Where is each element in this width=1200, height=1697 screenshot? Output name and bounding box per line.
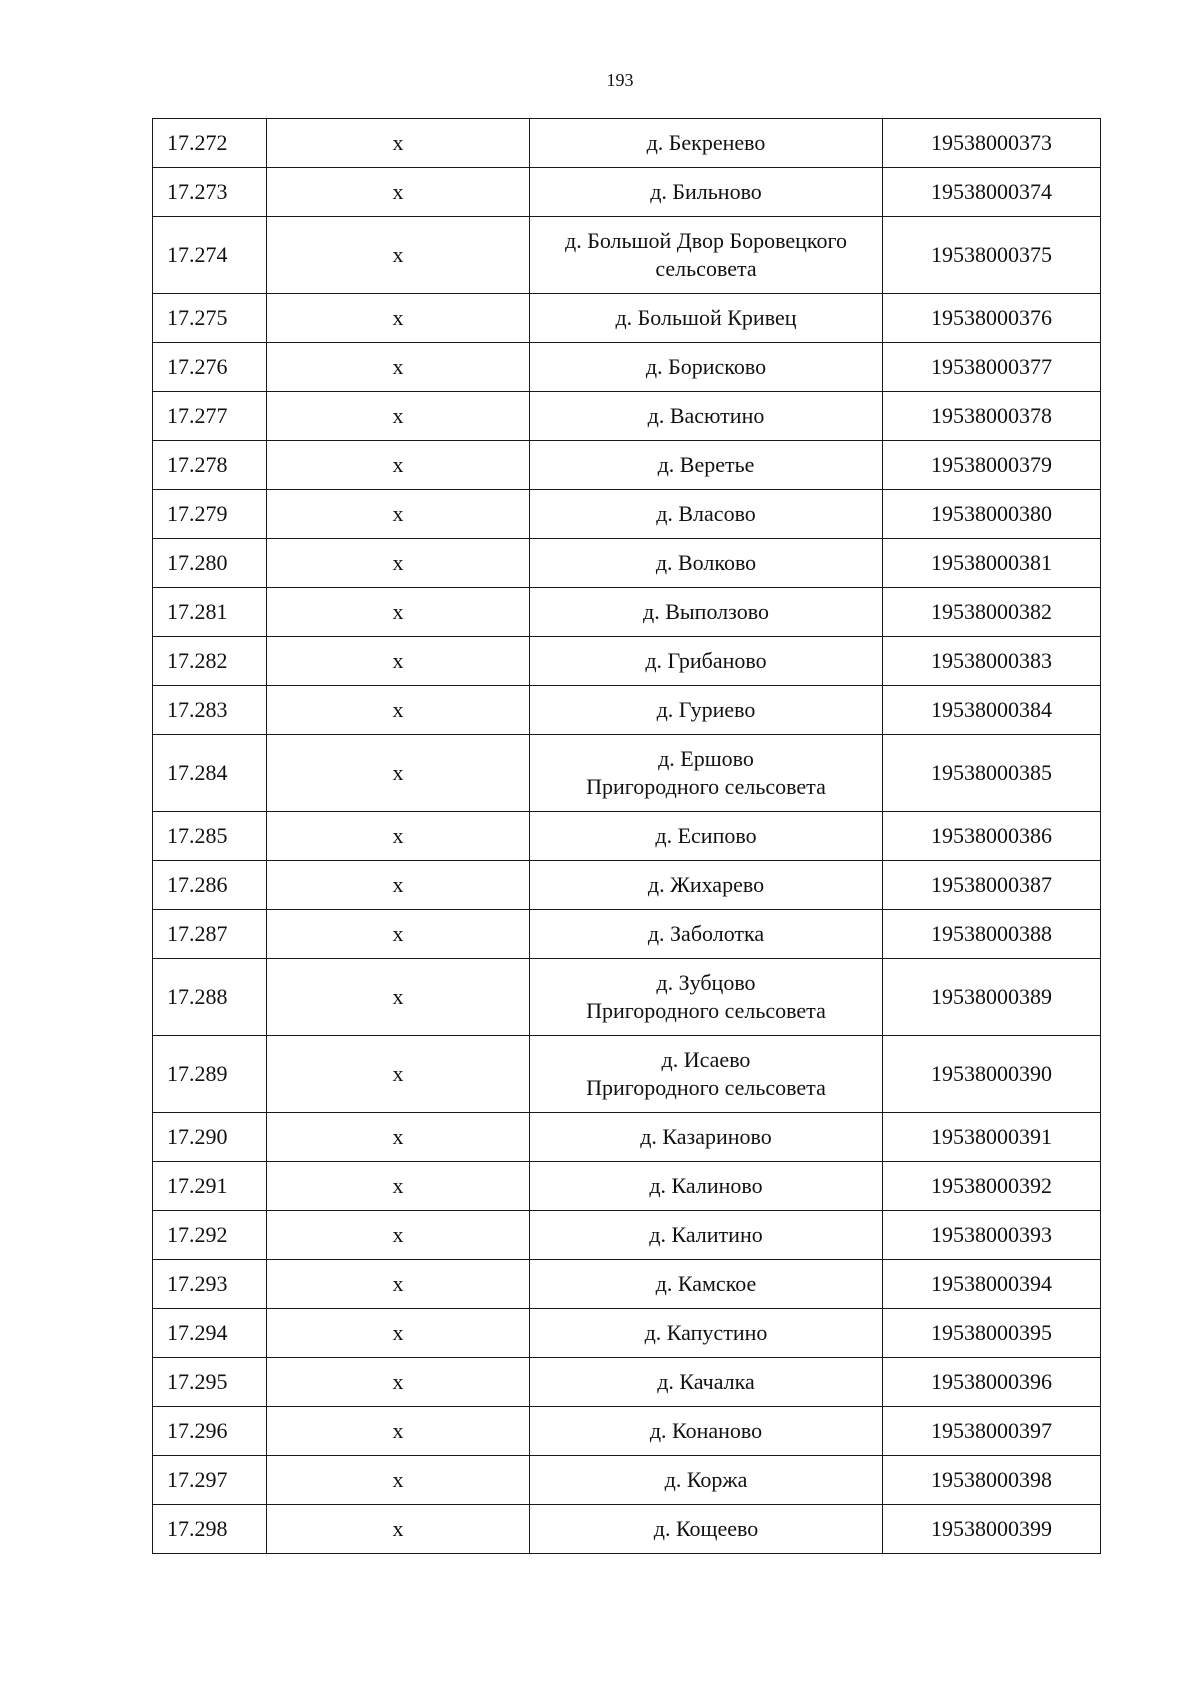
settlement-name-cell [530,1036,883,1113]
mark-cell: х [267,392,530,441]
table-row [153,1036,1101,1113]
settlement-name-cell [530,588,883,637]
settlement-name-cell [530,959,883,1036]
settlement-name-cell [530,686,883,735]
settlement-name-cell [530,217,883,294]
table-row [153,168,1101,217]
settlement-name-line: Пригородного сельсовета [586,1075,826,1100]
row-number-cell: 17.274 [153,217,267,294]
table-row [153,490,1101,539]
row-number-cell: 17.286 [153,861,267,910]
settlement-name-line: д. Заболотка [647,921,765,946]
settlement-name-cell [530,1260,883,1309]
settlement-name-line: д. Камское [655,1271,757,1296]
oktmo-code-cell: 19538000377 [883,343,1101,392]
mark-cell: х [267,1309,530,1358]
mark-cell: х [267,441,530,490]
row-number-cell: 17.296 [153,1407,267,1456]
mark-cell: х [267,910,530,959]
row-number-cell: 17.283 [153,686,267,735]
oktmo-code-cell: 19538000381 [883,539,1101,588]
mark-cell: х [267,539,530,588]
table-row [153,686,1101,735]
table-row [153,1211,1101,1260]
mark-cell: х [267,168,530,217]
oktmo-code-cell: 19538000373 [883,119,1101,168]
row-number-cell: 17.288 [153,959,267,1036]
table-row [153,637,1101,686]
oktmo-code-cell: 19538000394 [883,1260,1101,1309]
row-number-cell: 17.297 [153,1456,267,1505]
settlement-name-line: д. Большой Кривец [615,305,797,330]
oktmo-code-cell: 19538000382 [883,588,1101,637]
row-number-cell: 17.292 [153,1211,267,1260]
oktmo-code-cell: 19538000379 [883,441,1101,490]
settlement-name-line: д. Калитино [649,1222,763,1247]
settlement-name-cell [530,637,883,686]
oktmo-code-cell: 19538000395 [883,1309,1101,1358]
table-row [153,1162,1101,1211]
mark-cell: х [267,588,530,637]
row-number-cell: 17.291 [153,1162,267,1211]
oktmo-code-cell: 19538000380 [883,490,1101,539]
oktmo-code-cell: 19538000386 [883,812,1101,861]
row-number-cell: 17.280 [153,539,267,588]
settlement-name-cell [530,1407,883,1456]
table-row [153,1358,1101,1407]
settlement-name-cell [530,1505,883,1554]
settlement-name-cell [530,861,883,910]
mark-cell: х [267,637,530,686]
settlement-name-line: д. Капустино [644,1320,768,1345]
settlement-name-line: д. Веретье [657,452,755,477]
table-row [153,910,1101,959]
settlement-name-cell [530,1309,883,1358]
settlement-name-cell [530,343,883,392]
table-row [153,119,1101,168]
settlement-name-line: д. Коржа [664,1467,748,1492]
row-number-cell: 17.294 [153,1309,267,1358]
settlement-name-line: д. Грибаново [645,648,767,673]
oktmo-code-cell: 19538000384 [883,686,1101,735]
table-row [153,1407,1101,1456]
table-row [153,441,1101,490]
settlement-name-cell [530,441,883,490]
row-number-cell: 17.272 [153,119,267,168]
table-row [153,392,1101,441]
settlement-name-line: д. Бекренево [646,130,766,155]
oktmo-code-cell: 19538000396 [883,1358,1101,1407]
mark-cell: х [267,490,530,539]
mark-cell: х [267,1456,530,1505]
settlement-name-line: д. Борисково [645,354,767,379]
mark-cell: х [267,294,530,343]
settlement-name-line: д. Казариново [640,1124,772,1149]
row-number-cell: 17.295 [153,1358,267,1407]
settlement-name-line: д. Большой Двор Боровецкого [565,228,847,253]
mark-cell: х [267,1407,530,1456]
mark-cell: х [267,1162,530,1211]
oktmo-code-cell: 19538000389 [883,959,1101,1036]
settlement-name-cell [530,1211,883,1260]
oktmo-code-cell: 19538000392 [883,1162,1101,1211]
settlement-name-cell [530,539,883,588]
table-row [153,217,1101,294]
settlement-name-cell [530,1113,883,1162]
mark-cell: х [267,343,530,392]
table-row [153,1113,1101,1162]
oktmo-code-cell: 19538000383 [883,637,1101,686]
settlement-name-cell [530,294,883,343]
settlement-name-cell [530,1456,883,1505]
table-row [153,861,1101,910]
row-number-cell: 17.290 [153,1113,267,1162]
settlement-name-line: д. Выползово [643,599,769,624]
table-row [153,343,1101,392]
mark-cell: х [267,217,530,294]
table-row [153,1456,1101,1505]
table-row [153,959,1101,1036]
settlement-name-line: сельсовета [655,256,757,281]
row-number-cell: 17.278 [153,441,267,490]
settlement-name-line: д. Власово [656,501,756,526]
row-number-cell: 17.273 [153,168,267,217]
oktmo-code-cell: 19538000375 [883,217,1101,294]
settlement-name-line: Пригородного сельсовета [586,998,826,1023]
oktmo-code-cell: 19538000393 [883,1211,1101,1260]
oktmo-code-cell: 19538000376 [883,294,1101,343]
settlement-name-line: д. Гуриево [656,697,756,722]
mark-cell: х [267,735,530,812]
row-number-cell: 17.282 [153,637,267,686]
settlement-name-line: д. Конаново [649,1418,763,1443]
row-number-cell: 17.289 [153,1036,267,1113]
settlement-name-cell [530,812,883,861]
oktmo-code-cell: 19538000391 [883,1113,1101,1162]
row-number-cell: 17.277 [153,392,267,441]
table-row [153,1309,1101,1358]
table-row [153,1505,1101,1554]
oktmo-code-cell: 19538000397 [883,1407,1101,1456]
mark-cell: х [267,861,530,910]
oktmo-code-cell: 19538000378 [883,392,1101,441]
settlement-name-cell [530,735,883,812]
row-number-cell: 17.275 [153,294,267,343]
table-row [153,812,1101,861]
oktmo-code-cell: 19538000388 [883,910,1101,959]
row-number-cell: 17.293 [153,1260,267,1309]
row-number-cell: 17.284 [153,735,267,812]
row-number-cell: 17.287 [153,910,267,959]
mark-cell: х [267,686,530,735]
oktmo-code-cell: 19538000398 [883,1456,1101,1505]
settlement-name-cell [530,1358,883,1407]
mark-cell: х [267,959,530,1036]
settlement-name-line: д. Исаево [661,1047,751,1072]
table-row [153,588,1101,637]
settlement-name-cell [530,1162,883,1211]
mark-cell: х [267,1113,530,1162]
settlement-name-line: д. Жихарево [647,872,765,897]
settlement-name-cell [530,910,883,959]
oktmo-code-cell: 19538000374 [883,168,1101,217]
row-number-cell: 17.281 [153,588,267,637]
row-number-cell: 17.279 [153,490,267,539]
settlement-name-cell [530,168,883,217]
oktmo-code-cell: 19538000387 [883,861,1101,910]
settlement-name-line: д. Васютино [647,403,765,428]
settlement-name-line: д. Ершово [658,746,754,771]
table-row [153,294,1101,343]
settlement-name-line: д. Волково [655,550,757,575]
row-number-cell: 17.285 [153,812,267,861]
settlement-name-line: д. Калиново [649,1173,763,1198]
table-row [153,539,1101,588]
settlement-name-cell [530,392,883,441]
mark-cell: х [267,1036,530,1113]
settlement-name-cell [530,119,883,168]
settlements-table [152,118,1101,1554]
oktmo-code-cell: 19538000385 [883,735,1101,812]
row-number-cell: 17.276 [153,343,267,392]
settlement-name-line: д. Кощеево [653,1516,759,1541]
mark-cell: х [267,1211,530,1260]
table-row [153,735,1101,812]
mark-cell: х [267,1505,530,1554]
settlement-name-line: Пригородного сельсовета [586,774,826,799]
oktmo-code-cell: 19538000390 [883,1036,1101,1113]
settlement-name-line: д. Бильново [650,179,762,204]
row-number-cell: 17.298 [153,1505,267,1554]
mark-cell: х [267,119,530,168]
table-row [153,1260,1101,1309]
mark-cell: х [267,1260,530,1309]
settlement-name-cell [530,490,883,539]
oktmo-code-cell: 19538000399 [883,1505,1101,1554]
settlement-name-line: д. Есипово [655,823,757,848]
table-body [153,119,1101,1554]
mark-cell: х [267,812,530,861]
settlement-name-line: д. Качалка [657,1369,755,1394]
settlement-name-line: д. Зубцово [656,970,756,995]
page-number: 193 [606,70,634,90]
mark-cell: х [267,1358,530,1407]
